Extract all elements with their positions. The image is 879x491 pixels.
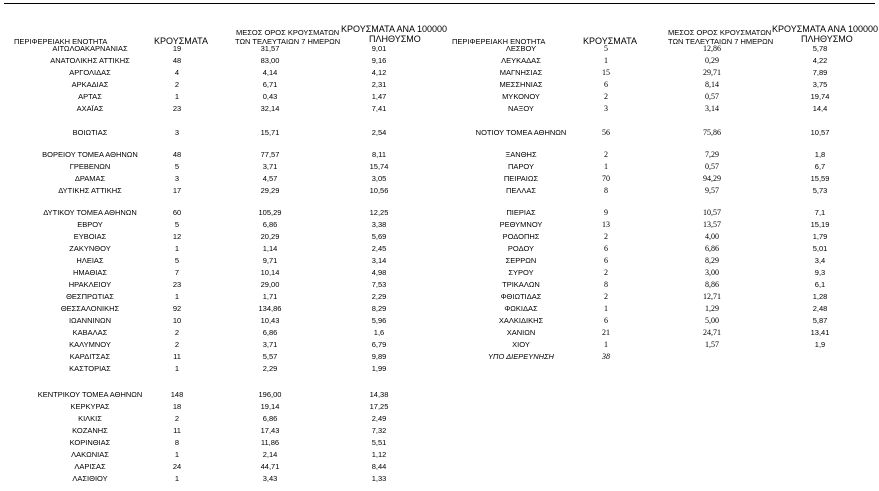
cell-cases: 15 [602,68,610,77]
cell-rate: 17,25 [369,402,389,411]
cell-cases: 6 [604,256,608,265]
cell-rate: 10,56 [369,186,389,195]
cell-region: ΠΕΛΛΑΣ [505,186,537,195]
cell-avg: 12,86 [703,44,721,53]
cell-avg: 29,71 [703,68,721,77]
cell-rate: 14,38 [369,390,389,399]
cell-cases: 9 [604,208,608,217]
cell-rate: 3,75 [812,80,828,89]
cell-rate: 3,38 [371,220,387,229]
cell-avg: 2,14 [262,450,278,459]
cell-region: ΦΩΚΙΔΑΣ [504,304,538,313]
cell-rate: 3,4 [814,256,826,265]
cell-region: ΠΕΙΡΑΙΩΣ [503,174,539,183]
cell-rate: 3,05 [371,174,387,183]
cell-cases: 18 [172,402,182,411]
cell-region: ΙΩΑΝΝΙΝΩΝ [68,316,112,325]
cell-cases: 3 [604,104,608,113]
cell-cases: 23 [172,280,182,289]
cell-avg: 31,57 [260,44,280,53]
cell-cases: 5 [174,162,180,171]
cell-rate: 1,6 [373,328,385,337]
cell-region: ΜΥΚΟΝΟΥ [502,92,540,101]
cell-avg: 10,57 [703,208,721,217]
cell-avg: 4,57 [262,174,278,183]
cell-avg: 17,43 [260,426,280,435]
right-header-avg-line1: ΜΕΣΟΣ ΟΡΟΣ ΚΡΟΥΣΜΑΤΩΝ [668,28,772,37]
cell-cases: 2 [604,292,608,301]
cell-region: ΦΘΙΩΤΙΔΑΣ [500,292,542,301]
cell-cases: 13 [602,220,610,229]
cell-avg: 6,86 [262,328,278,337]
cell-avg: 8,86 [705,280,719,289]
cell-rate: 9,89 [371,352,387,361]
cell-avg: 15,71 [260,128,280,137]
cell-region: ΛΑΚΩΝΙΑΣ [71,450,109,459]
cell-region: ΒΟΙΩΤΙΑΣ [72,128,108,137]
cell-cases: 5 [174,256,180,265]
cell-region: ΕΒΡΟΥ [77,220,103,229]
cell-rate: 5,73 [812,186,828,195]
cell-rate: 15,74 [369,162,389,171]
cell-region: ΝΑΞΟΥ [508,104,534,113]
cell-rate: 8,29 [371,304,387,313]
cell-avg: 94,29 [703,174,721,183]
cell-avg: 13,57 [703,220,721,229]
cell-cases: 56 [602,128,610,137]
cell-rate: 1,9 [814,340,826,349]
cell-avg: 0,43 [262,92,278,101]
cell-cases: 1 [174,92,180,101]
cell-rate: 1,12 [371,450,387,459]
cell-region: ΝΟΤΙΟΥ ΤΟΜΕΑ ΑΘΗΝΩΝ [475,128,567,137]
cell-avg: 6,71 [262,80,278,89]
cell-rate: 7,41 [371,104,387,113]
cell-rate: 2,31 [371,80,387,89]
cell-region: ΓΡΕΒΕΝΩΝ [69,162,111,171]
cell-cases: 12 [172,232,182,241]
cell-avg: 9,57 [705,186,719,195]
cell-rate: 4,22 [812,56,828,65]
cell-rate: 7,32 [371,426,387,435]
cell-rate: 6,7 [814,162,826,171]
cell-rate: 6,79 [371,340,387,349]
cell-cases: 23 [172,104,182,113]
cell-region: ΛΕΣΒΟΥ [505,44,537,53]
cell-rate: 10,57 [810,128,830,137]
cell-cases: 7 [174,268,180,277]
cell-rate: 4,98 [371,268,387,277]
cell-rate: 1,28 [812,292,828,301]
cell-avg: 8,14 [705,80,719,89]
cell-cases: 2 [604,232,608,241]
cell-avg: 75,86 [703,128,721,137]
cell-avg: 3,71 [262,340,278,349]
cell-avg: 1,71 [262,292,278,301]
cell-region: ΣΕΡΡΩΝ [505,256,537,265]
cell-rate: 7,89 [812,68,828,77]
cell-region: ΜΕΣΣΗΝΙΑΣ [499,80,543,89]
cell-region: ΔΥΤΙΚΟΥ ΤΟΜΕΑ ΑΘΗΝΩΝ [43,208,137,217]
top-rule [4,3,875,4]
cell-cases: 48 [172,150,182,159]
cell-region: ΗΡΑΚΛΕΙΟΥ [68,280,112,289]
cell-rate: 3,14 [371,256,387,265]
cell-rate: 5,96 [371,316,387,325]
cell-cases: 48 [172,56,182,65]
cell-rate: 1,79 [812,232,828,241]
left-header-avg-line1: ΜΕΣΟΣ ΟΡΟΣ ΚΡΟΥΣΜΑΤΩΝ [236,28,340,37]
cell-region: ΡΟΔΟΥ [507,244,535,253]
cell-region: ΠΑΡΟΥ [507,162,534,171]
left-header-region: ΠΕΡΙΦΕΡΕΙΑΚΗ ΕΝΟΤΗΤΑ [14,37,108,46]
cell-cases: 38 [602,352,610,361]
cell-avg: 24,71 [703,328,721,337]
cell-avg: 5,00 [705,316,719,325]
cell-cases: 11 [173,426,181,435]
cell-rate: 5,51 [371,438,387,447]
right-header-rate-line2: ΠΛΗΘΥΣΜΟ [801,34,853,44]
cell-avg: 0,57 [705,162,719,171]
cell-cases: 1 [174,292,180,301]
cell-region: ΚΑΛΥΜΝΟΥ [69,340,111,349]
cell-avg: 1,29 [705,304,719,313]
cell-region: ΑΧΑΪΑΣ [76,104,104,113]
cell-cases: 1 [604,340,608,349]
cell-region: ΑΡΚΑΔΙΑΣ [71,80,109,89]
cell-region: ΤΡΙΚΑΛΩΝ [502,280,540,289]
cell-rate: 1,47 [371,92,387,101]
cell-region: ΧΑΛΚΙΔΙΚΗΣ [498,316,544,325]
cell-cases: 92 [172,304,182,313]
cell-avg: 83,00 [260,56,280,65]
cell-region: ΞΑΝΘΗΣ [505,150,537,159]
cell-avg: 3,00 [705,268,719,277]
right-header-cases: ΚΡΟΥΣΜΑΤΑ [583,36,637,46]
cell-region: ΚΕΝΤΡΙΚΟΥ ΤΟΜΕΑ ΑΘΗΝΩΝ [37,390,143,399]
cell-rate: 15,19 [810,220,830,229]
cell-region: ΠΙΕΡΙΑΣ [506,208,536,217]
cell-cases: 2 [174,328,180,337]
cell-region: ΧΙΟΥ [512,340,530,349]
cell-rate: 8,11 [371,150,387,159]
cell-region: ΛΑΡΙΣΑΣ [74,462,106,471]
cell-rate: 14,4 [812,104,828,113]
cell-cases: 6 [604,80,608,89]
cell-avg: 6,86 [262,220,278,229]
cell-avg: 0,57 [705,92,719,101]
cell-cases: 1 [174,474,180,483]
cell-avg: 77,57 [260,150,280,159]
left-header-cases: ΚΡΟΥΣΜΑΤΑ [154,36,208,46]
cell-avg: 7,29 [705,150,719,159]
cell-cases: 19 [172,44,182,53]
cell-region: ΧΑΝΙΩΝ [506,328,536,337]
cell-region: ΡΕΘΥΜΝΟΥ [499,220,543,229]
cell-cases: 148 [170,390,184,399]
cell-cases: 1 [604,56,608,65]
cell-avg: 6,86 [705,244,719,253]
cell-rate: 19,74 [810,92,830,101]
right-header-avg-line2: ΤΩΝ ΤΕΛΕΥΤΑΙΩΝ 7 ΗΜΕΡΩΝ [668,37,774,46]
cell-cases: 8 [604,186,608,195]
cell-region: ΑΡΓΟΛΙΔΑΣ [69,68,111,77]
cell-rate: 5,01 [812,244,828,253]
cell-avg: 19,14 [260,402,280,411]
cell-avg: 6,86 [262,414,278,423]
cell-avg: 11,86 [260,438,280,447]
cell-region: ΛΕΥΚΑΔΑΣ [501,56,541,65]
cell-cases: 1 [604,162,608,171]
cell-region: ΚΑΣΤΟΡΙΑΣ [69,364,111,373]
cell-rate: 15,59 [810,174,830,183]
cell-avg: 44,71 [260,462,280,471]
cell-cases: 11 [173,352,181,361]
cell-cases: 6 [604,316,608,325]
cell-avg: 32,14 [260,104,280,113]
cell-avg: 9,71 [262,256,278,265]
cell-cases: 2 [604,92,608,101]
cell-region: ΗΛΕΙΑΣ [76,256,104,265]
cell-cases: 1 [174,450,180,459]
cell-region: ΚΟΡΙΝΘΙΑΣ [69,438,111,447]
cell-rate: 2,45 [371,244,387,253]
cell-rate: 1,33 [371,474,387,483]
cell-avg: 134,86 [258,304,282,313]
cell-avg: 2,29 [262,364,278,373]
cell-rate: 13,41 [810,328,830,337]
cell-region: ΚΕΡΚΥΡΑΣ [70,402,110,411]
cell-avg: 4,14 [262,68,278,77]
cell-rate: 9,16 [371,56,387,65]
cell-cases: 2 [604,268,608,277]
cell-cases: 5 [604,44,608,53]
cell-region: ΛΑΣΙΘΙΟΥ [72,474,108,483]
cell-rate: 1,8 [814,150,826,159]
cell-cases: 1 [174,244,180,253]
left-header-avg-line2: ΤΩΝ ΤΕΛΕΥΤΑΙΩΝ 7 ΗΜΕΡΩΝ [235,37,341,46]
cell-avg: 0,29 [705,56,719,65]
cell-region: ΚΙΛΚΙΣ [78,414,102,423]
cell-region: ΡΟΔΟΠΗΣ [502,232,540,241]
cell-avg: 5,57 [262,352,278,361]
cell-avg: 196,00 [258,390,282,399]
cell-cases: 8 [174,438,180,447]
cell-cases: 3 [174,174,180,183]
cell-avg: 8,29 [705,256,719,265]
cell-cases: 1 [604,304,608,313]
cell-cases: 6 [604,244,608,253]
cell-region: ΘΕΣΠΡΩΤΙΑΣ [66,292,114,301]
cell-avg: 3,71 [262,162,278,171]
cell-cases: 10 [172,316,182,325]
cell-cases: 21 [602,328,610,337]
cell-region: ΔΡΑΜΑΣ [74,174,106,183]
cell-region: ΑΡΤΑΣ [78,92,102,101]
cell-avg: 1,57 [705,340,719,349]
cell-cases: 60 [172,208,182,217]
cell-rate: 8,44 [371,462,387,471]
right-header-rate-line1: ΚΡΟΥΣΜΑΤΑ ΑΝΑ 100000 [772,24,878,34]
cell-rate: 2,54 [371,128,387,137]
cell-avg: 29,00 [260,280,280,289]
cell-cases: 17 [172,186,182,195]
cell-region: ΗΜΑΘΙΑΣ [72,268,108,277]
cell-rate: 5,78 [812,44,828,53]
cell-region: ΥΠΟ ΔΙΕΡΕΥΝΗΣΗ [488,352,554,361]
cell-rate: 2,29 [371,292,387,301]
cell-region: ΔΥΤΙΚΗΣ ΑΤΤΙΚΗΣ [58,186,122,195]
cell-region: ΚΑΒΑΛΑΣ [72,328,108,337]
cell-region: ΕΥΒΟΙΑΣ [73,232,107,241]
cell-avg: 10,14 [260,268,280,277]
cell-cases: 2 [174,80,180,89]
cell-region: ΚΟΖΑΝΗΣ [72,426,108,435]
cell-avg: 3,43 [262,474,278,483]
cell-avg: 12,71 [703,292,721,301]
cell-avg: 1,14 [262,244,278,253]
left-header-rate-line2: ΠΛΗΘΥΣΜΟ [369,34,421,44]
cell-cases: 5 [174,220,180,229]
cell-region: ΖΑΚΥΝΘΟΥ [69,244,111,253]
cell-rate: 12,25 [369,208,389,217]
cell-region: ΑΙΤΩΛΟΑΚΑΡΝΑΝΙΑΣ [52,44,128,53]
cell-cases: 24 [172,462,182,471]
cell-region: ΒΟΡΕΙΟΥ ΤΟΜΕΑ ΑΘΗΝΩΝ [42,150,138,159]
cell-rate: 7,53 [371,280,387,289]
cell-avg: 20,29 [260,232,280,241]
cell-cases: 2 [174,414,180,423]
cell-rate: 5,87 [812,316,828,325]
cell-cases: 3 [174,128,180,137]
cell-avg: 3,14 [705,104,719,113]
cell-cases: 70 [602,174,610,183]
cell-rate: 1,99 [371,364,387,373]
cell-cases: 2 [604,150,608,159]
left-header-rate-line1: ΚΡΟΥΣΜΑΤΑ ΑΝΑ 100000 [341,24,447,34]
cell-rate: 5,69 [371,232,387,241]
cell-cases: 8 [604,280,608,289]
cell-rate: 9,3 [814,268,826,277]
cell-cases: 2 [174,340,180,349]
cell-avg: 10,43 [260,316,280,325]
cell-rate: 2,48 [812,304,828,313]
cell-rate: 7,1 [814,208,826,217]
cell-region: ΣΥΡΟΥ [508,268,534,277]
cell-avg: 105,29 [258,208,282,217]
cell-region: ΑΝΑΤΟΛΙΚΗΣ ΑΤΤΙΚΗΣ [50,56,130,65]
cell-region: ΘΕΣΣΑΛΟΝΙΚΗΣ [60,304,120,313]
cell-avg: 4,00 [705,232,719,241]
cell-avg: 29,29 [260,186,280,195]
cell-rate: 4,12 [371,68,387,77]
right-header-region: ΠΕΡΙΦΕΡΕΙΑΚΗ ΕΝΟΤΗΤΑ [452,37,546,46]
cell-cases: 1 [174,364,180,373]
cell-rate: 6,1 [814,280,826,289]
cell-region: ΚΑΡΔΙΤΣΑΣ [69,352,111,361]
cell-rate: 9,01 [371,44,387,53]
cell-rate: 2,49 [371,414,387,423]
cell-region: ΜΑΓΝΗΣΙΑΣ [499,68,543,77]
cell-cases: 4 [174,68,180,77]
